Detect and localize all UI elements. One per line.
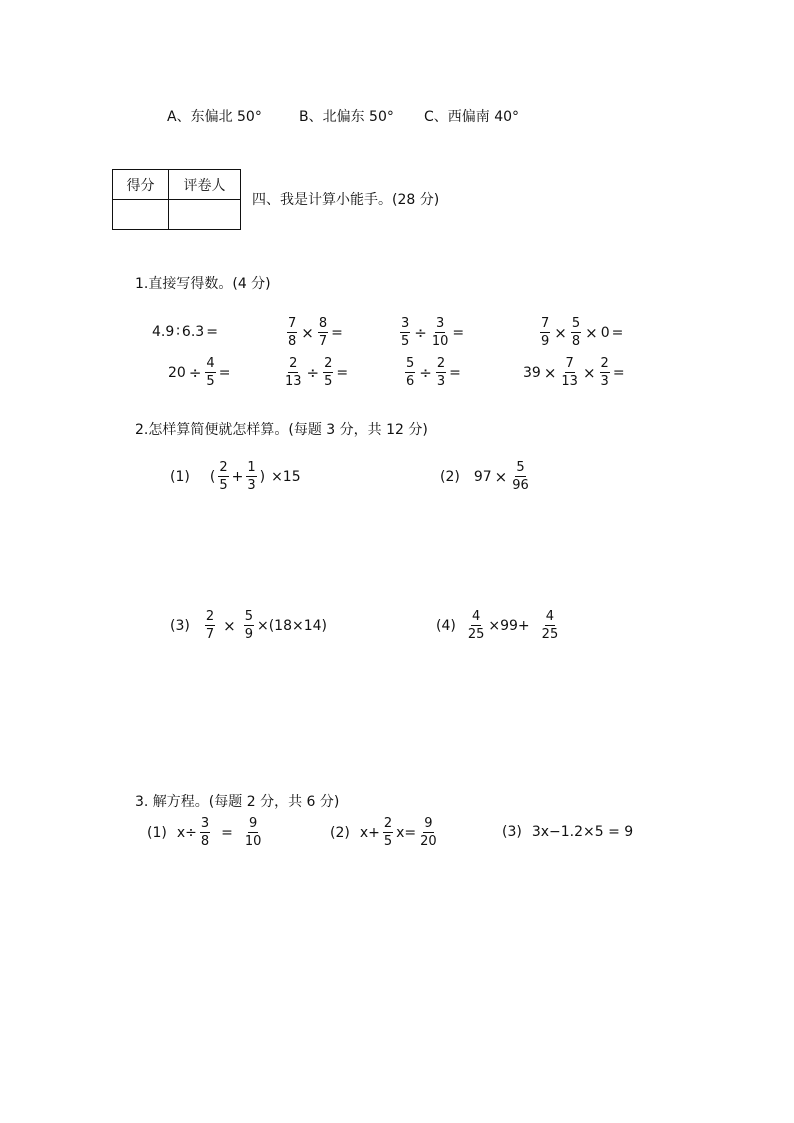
section4-title: 四、我是计算小能手。(28 分) bbox=[252, 192, 440, 208]
expression-tail: ×15 bbox=[271, 468, 301, 485]
q2-title: 2.怎样算简便就怎样算。(每题 3 分，共 12 分) bbox=[135, 422, 428, 438]
fraction: $\frac{2}{3}$ bbox=[600, 356, 609, 389]
number: 97 bbox=[473, 468, 492, 485]
problem-label: (3) bbox=[170, 617, 190, 634]
q2-problem-4 bbox=[436, 609, 560, 642]
equals-sign: = bbox=[452, 324, 465, 341]
expression-variable: x÷ bbox=[176, 824, 197, 841]
fraction: $\frac{4}{5}$ bbox=[206, 356, 215, 389]
fraction: $\frac{2}{5}$ bbox=[324, 356, 333, 389]
fraction: $\frac{5}{8}$ bbox=[571, 316, 581, 349]
fraction: $\frac{2}{13}$ bbox=[285, 356, 302, 389]
problem-label: (1) bbox=[170, 468, 190, 485]
equals-sign: = bbox=[206, 324, 218, 340]
q1-item-1 bbox=[152, 323, 218, 341]
fraction: $\frac{4}{25}$ bbox=[541, 609, 559, 642]
grader-cell[interactable] bbox=[169, 200, 241, 230]
operator: + bbox=[231, 468, 244, 485]
operator: ÷ bbox=[306, 363, 320, 382]
operator: ÷ bbox=[188, 363, 202, 382]
expression-tail: ×(18×14) bbox=[256, 617, 327, 634]
fraction: $\frac{2}{5}$ bbox=[219, 460, 228, 493]
fraction: $\frac{3}{10}$ bbox=[431, 316, 449, 349]
equals-sign: = bbox=[336, 364, 349, 381]
operator: ÷ bbox=[414, 323, 427, 342]
q1-item-3 bbox=[399, 316, 464, 349]
problem-label: (2) bbox=[440, 468, 460, 485]
expression-middle: x= bbox=[396, 824, 417, 841]
fraction: $\frac{7}{9}$ bbox=[541, 316, 550, 349]
fraction: $\frac{2}{3}$ bbox=[436, 356, 446, 389]
equals-sign: = bbox=[612, 364, 625, 381]
fraction: $\frac{9}{20}$ bbox=[420, 816, 437, 849]
score-table bbox=[112, 169, 241, 230]
operator: × bbox=[301, 323, 314, 342]
fraction: $\frac{5}{96}$ bbox=[512, 460, 529, 493]
option-c: C、西偏南 40° bbox=[424, 109, 520, 125]
q1-item-2 bbox=[286, 316, 343, 349]
equals-sign: = bbox=[449, 364, 461, 381]
fraction: $\frac{5}{9}$ bbox=[244, 609, 253, 642]
operator: ÷ bbox=[419, 363, 432, 382]
equals-sign: = bbox=[611, 324, 624, 341]
fraction: $\frac{7}{13}$ bbox=[561, 356, 578, 389]
number: 0 bbox=[600, 324, 610, 341]
ratio-colon: ∶ bbox=[176, 324, 180, 340]
problem-label: (1) bbox=[147, 824, 167, 841]
operator: × bbox=[543, 363, 557, 382]
paren: ) bbox=[259, 468, 266, 485]
operator: × bbox=[585, 323, 598, 342]
q3-equation-2 bbox=[330, 816, 439, 849]
q2-problem-3 bbox=[170, 609, 327, 642]
number: 20 bbox=[168, 364, 186, 381]
number: 39 bbox=[523, 364, 541, 381]
fraction: $\frac{2}{5}$ bbox=[383, 816, 393, 849]
fraction: $\frac{4}{25}$ bbox=[467, 609, 485, 642]
fraction: $\frac{8}{7}$ bbox=[318, 316, 328, 349]
q1-item-5 bbox=[168, 356, 230, 389]
paren: ( bbox=[209, 468, 216, 485]
problem-label: (3) bbox=[502, 824, 522, 840]
problem-label: (4) bbox=[436, 617, 456, 634]
operator: × bbox=[223, 616, 236, 635]
q1-item-8 bbox=[523, 356, 625, 389]
q1-item-6 bbox=[283, 356, 348, 389]
q3-title: 3. 解方程。(每题 2 分，共 6 分) bbox=[135, 794, 340, 810]
q3-equation-1 bbox=[147, 816, 263, 849]
score-cell[interactable] bbox=[113, 200, 169, 230]
option-a: A、东偏北 50° bbox=[167, 109, 262, 125]
q1-title: 1.直接写得数。(4 分) bbox=[135, 276, 271, 292]
number: 4.9 bbox=[152, 324, 175, 340]
equals-sign: = bbox=[218, 364, 231, 381]
q2-problem-2 bbox=[440, 460, 531, 493]
equals-sign: = bbox=[331, 324, 343, 341]
fraction: $\frac{7}{8}$ bbox=[288, 316, 297, 349]
fraction: $\frac{2}{7}$ bbox=[205, 609, 215, 642]
fraction: $\frac{5}{6}$ bbox=[406, 356, 415, 389]
operator: × bbox=[494, 467, 508, 486]
fraction: $\frac{3}{8}$ bbox=[200, 816, 210, 849]
q1-item-7 bbox=[404, 356, 461, 389]
problem-label: (2) bbox=[330, 824, 350, 841]
operator: × bbox=[554, 323, 567, 342]
fraction: $\frac{1}{3}$ bbox=[247, 460, 256, 493]
equation-text: 3x−1.2×5 = 9 bbox=[531, 824, 634, 840]
q3-equation-3 bbox=[502, 823, 633, 841]
expression-middle: ×99+ bbox=[488, 617, 530, 634]
score-header: 得分 bbox=[113, 170, 169, 200]
equals-sign: = bbox=[221, 824, 233, 841]
operator: × bbox=[582, 363, 596, 382]
number: 6.3 bbox=[181, 324, 205, 340]
grader-header: 评卷人 bbox=[169, 170, 241, 200]
fraction: $\frac{3}{5}$ bbox=[401, 316, 410, 349]
q2-problem-1 bbox=[170, 460, 301, 493]
option-b: B、北偏东 50° bbox=[299, 109, 394, 125]
fraction: $\frac{9}{10}$ bbox=[244, 816, 262, 849]
q1-item-4 bbox=[539, 316, 623, 349]
expression-variable: x+ bbox=[359, 824, 380, 841]
